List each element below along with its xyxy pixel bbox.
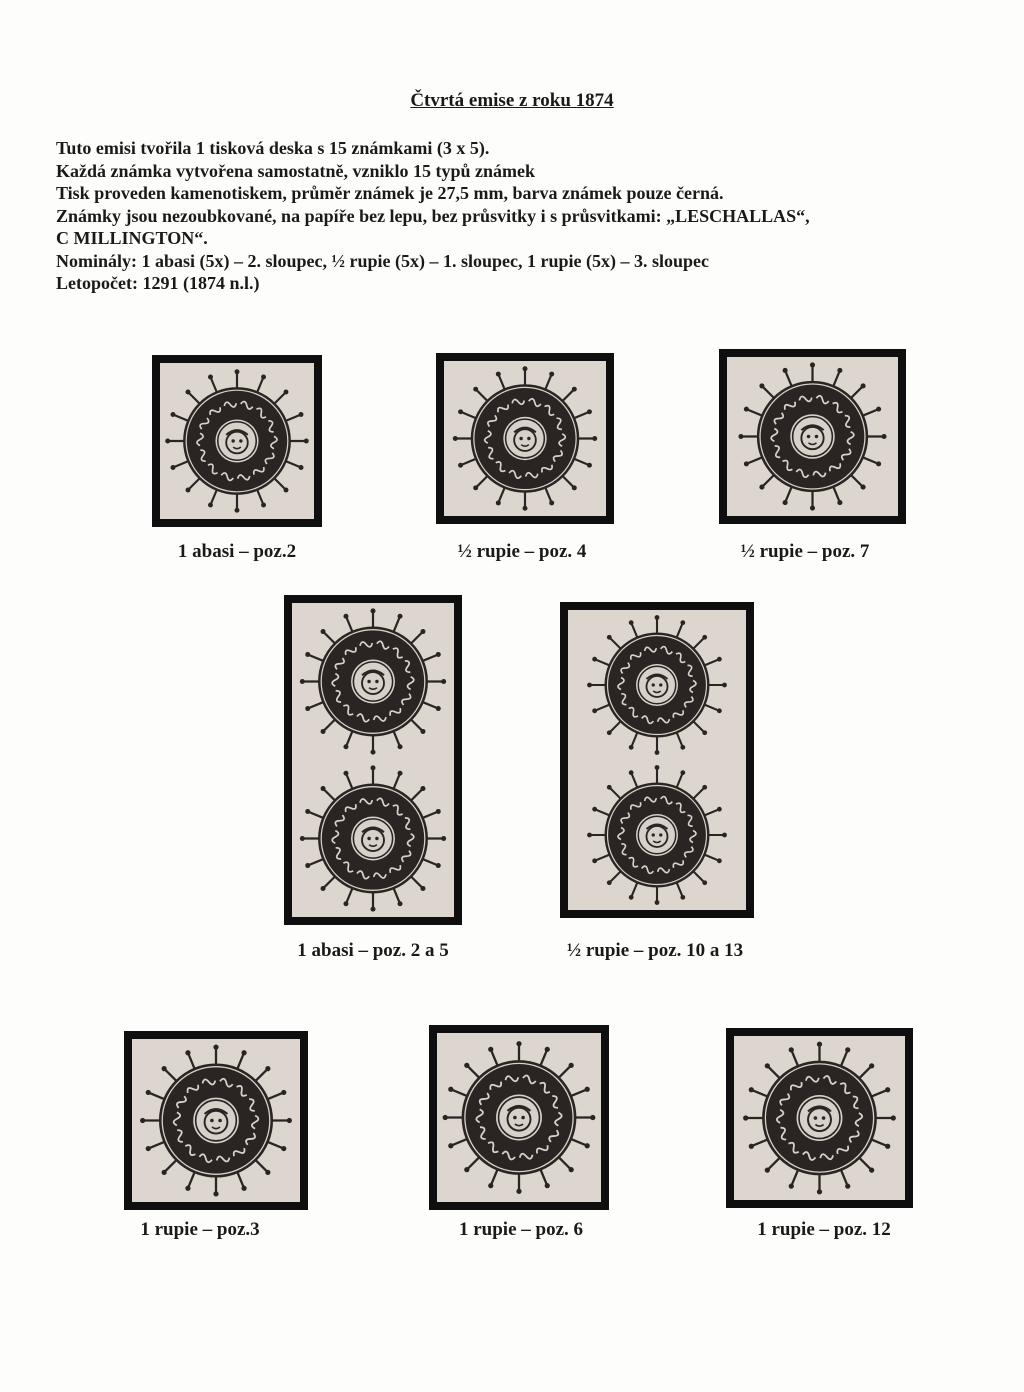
stamp-seal xyxy=(160,363,314,519)
intro-text xyxy=(56,137,976,295)
intro-line: Známky jsou nezoubkované, na papíře bez lepu, bez průsvitky i s průsvitkami: „LESCHALLAS“, xyxy=(56,205,810,226)
stamp-seal xyxy=(292,760,454,917)
stamp-single xyxy=(429,1025,609,1210)
page-title: Čtvrtá emise z roku 1874 xyxy=(410,90,614,111)
stamp-caption: 1 rupie – poz. 12 xyxy=(757,1219,891,1240)
stamp-caption: ½ rupie – poz. 10 a 13 xyxy=(566,940,744,961)
stamp-single xyxy=(152,355,322,527)
stamp-seal xyxy=(292,603,454,760)
stamp-single xyxy=(124,1031,308,1210)
intro-line: Nominály: 1 abasi (5x) – 2. sloupec, ½ rupie (5x) – 1. sloupec, 1 rupie (5x) – 3. sloupec xyxy=(56,250,710,271)
intro-line: C MILLINGTON“. xyxy=(56,228,208,248)
stamp-seal xyxy=(437,1033,601,1202)
stamp-caption: 1 abasi – poz.2 xyxy=(177,541,297,562)
intro-line: Letopočet: 1291 (1874 n.l.) xyxy=(56,273,260,293)
stamp-caption: 1 rupie – poz.3 xyxy=(140,1219,260,1240)
intro-line: Tuto emisi tvořila 1 tisková deska s 15 známkami (3 x 5). xyxy=(56,138,490,158)
stamp-caption: 1 abasi – poz. 2 a 5 xyxy=(297,940,449,961)
stamp-seal xyxy=(727,357,898,516)
stamp-seal xyxy=(132,1039,300,1202)
intro-line: Každá známka vytvořena samostatně, vzniklo 15 typů známek xyxy=(56,160,536,181)
stamp-single xyxy=(436,353,614,524)
stamp-single xyxy=(726,1028,913,1208)
stamp-seal xyxy=(568,610,746,760)
stamp-single xyxy=(719,349,906,524)
stamp-caption: ½ rupie – poz. 4 xyxy=(457,541,587,562)
stamp-seal xyxy=(444,361,606,516)
stamp-pair xyxy=(560,602,754,918)
stamp-seal xyxy=(734,1036,905,1200)
stamp-caption: ½ rupie – poz. 7 xyxy=(740,541,870,562)
stamp-pair xyxy=(284,595,462,925)
stamp-seal xyxy=(568,760,746,910)
intro-line: Tisk proveden kamenotiskem, průměr známek je 27,5 mm, barva známek pouze černá. xyxy=(56,183,724,203)
stamp-caption: 1 rupie – poz. 6 xyxy=(458,1219,584,1240)
